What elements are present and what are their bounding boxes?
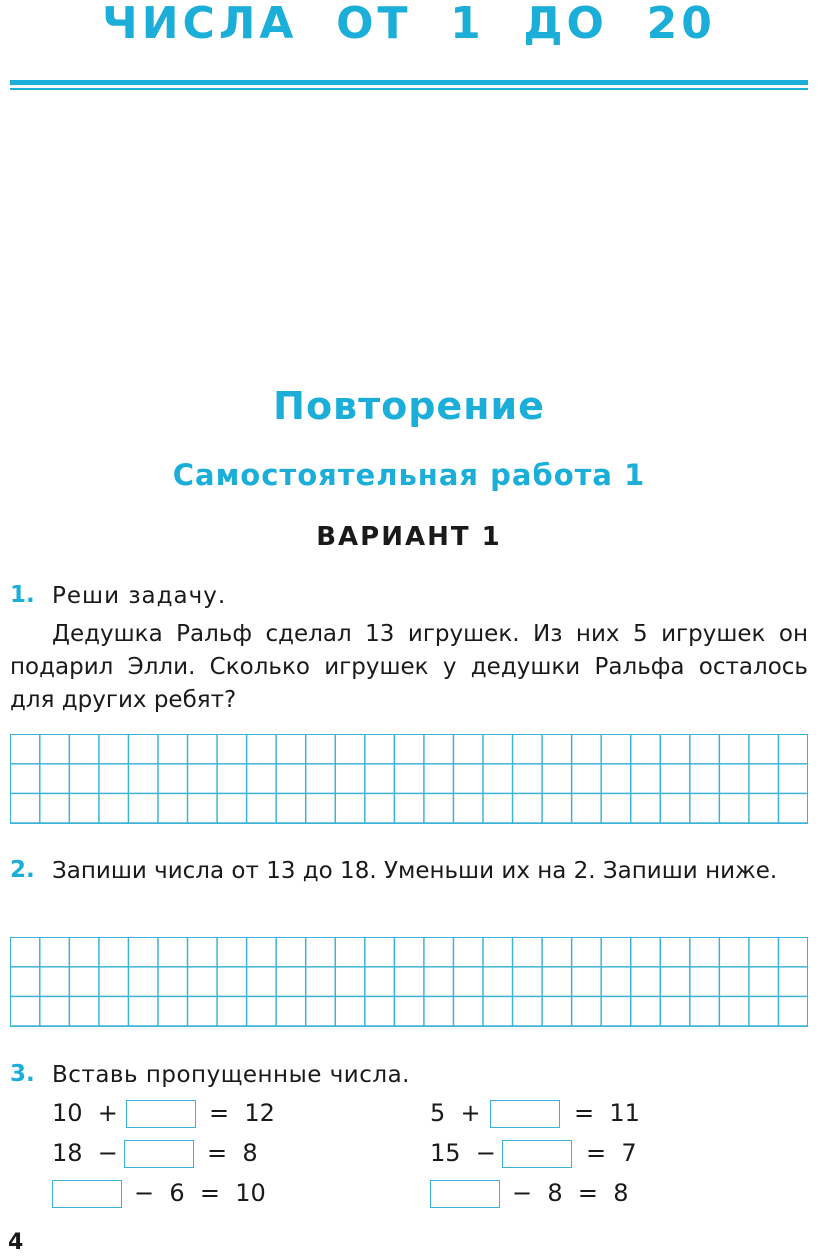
task-3-number: 3. bbox=[10, 1061, 35, 1087]
task-3-instruction: Вставь пропущенные числа. bbox=[52, 1062, 410, 1088]
eq-right-3-answer-box[interactable] bbox=[430, 1180, 500, 1208]
eq-left-3-after: − 6 = 10 bbox=[134, 1179, 266, 1207]
task-1-body: Дедушка Ральф сделал 13 игрушек. Из них 5 игрушек он подарил Элли. Сколько игрушек у дедушки Ральфа осталось для других ребят? bbox=[10, 621, 808, 713]
eq-left-1-after: = 12 bbox=[209, 1099, 275, 1127]
header-rule-thick bbox=[10, 80, 808, 85]
eq-right-1-after: = 11 bbox=[574, 1099, 640, 1127]
eq-left-1-before: 10 + bbox=[52, 1099, 118, 1127]
section-subtitle: Самостоятельная работа 1 bbox=[172, 458, 646, 492]
eq-left-1-answer-box[interactable] bbox=[126, 1100, 196, 1128]
task-1-number: 1. bbox=[10, 582, 35, 608]
eq-left-2-answer-box[interactable] bbox=[124, 1140, 194, 1168]
task-2-number: 2. bbox=[10, 857, 35, 883]
variant-label: ВАРИАНТ 1 bbox=[316, 522, 502, 552]
task-2-instruction: Запиши числа от 13 до 18. Уменьши их на 2. Запиши ниже. bbox=[52, 858, 778, 884]
header-rule-thin bbox=[10, 88, 808, 90]
eq-left-2-before: 18 − bbox=[52, 1139, 118, 1167]
eq-left-2-after: = 8 bbox=[207, 1139, 258, 1167]
eq-right-2-answer-box[interactable] bbox=[502, 1140, 572, 1168]
eq-right-2-before: 15 − bbox=[430, 1139, 496, 1167]
answer-grid-1[interactable] bbox=[10, 734, 808, 824]
answer-grid-2[interactable] bbox=[10, 937, 808, 1027]
eq-right-1-before: 5 + bbox=[430, 1099, 481, 1127]
task-1-instruction: Реши задачу. bbox=[52, 583, 227, 609]
chapter-title: ЧИСЛА ОТ 1 ДО 20 bbox=[102, 0, 716, 49]
eq-left-3-answer-box[interactable] bbox=[52, 1180, 122, 1208]
section-title: Повторение bbox=[273, 384, 545, 428]
page-number: 4 bbox=[8, 1230, 24, 1255]
eq-right-3-after: − 8 = 8 bbox=[512, 1179, 629, 1207]
eq-right-2-after: = 7 bbox=[586, 1139, 637, 1167]
eq-right-1-answer-box[interactable] bbox=[490, 1100, 560, 1128]
